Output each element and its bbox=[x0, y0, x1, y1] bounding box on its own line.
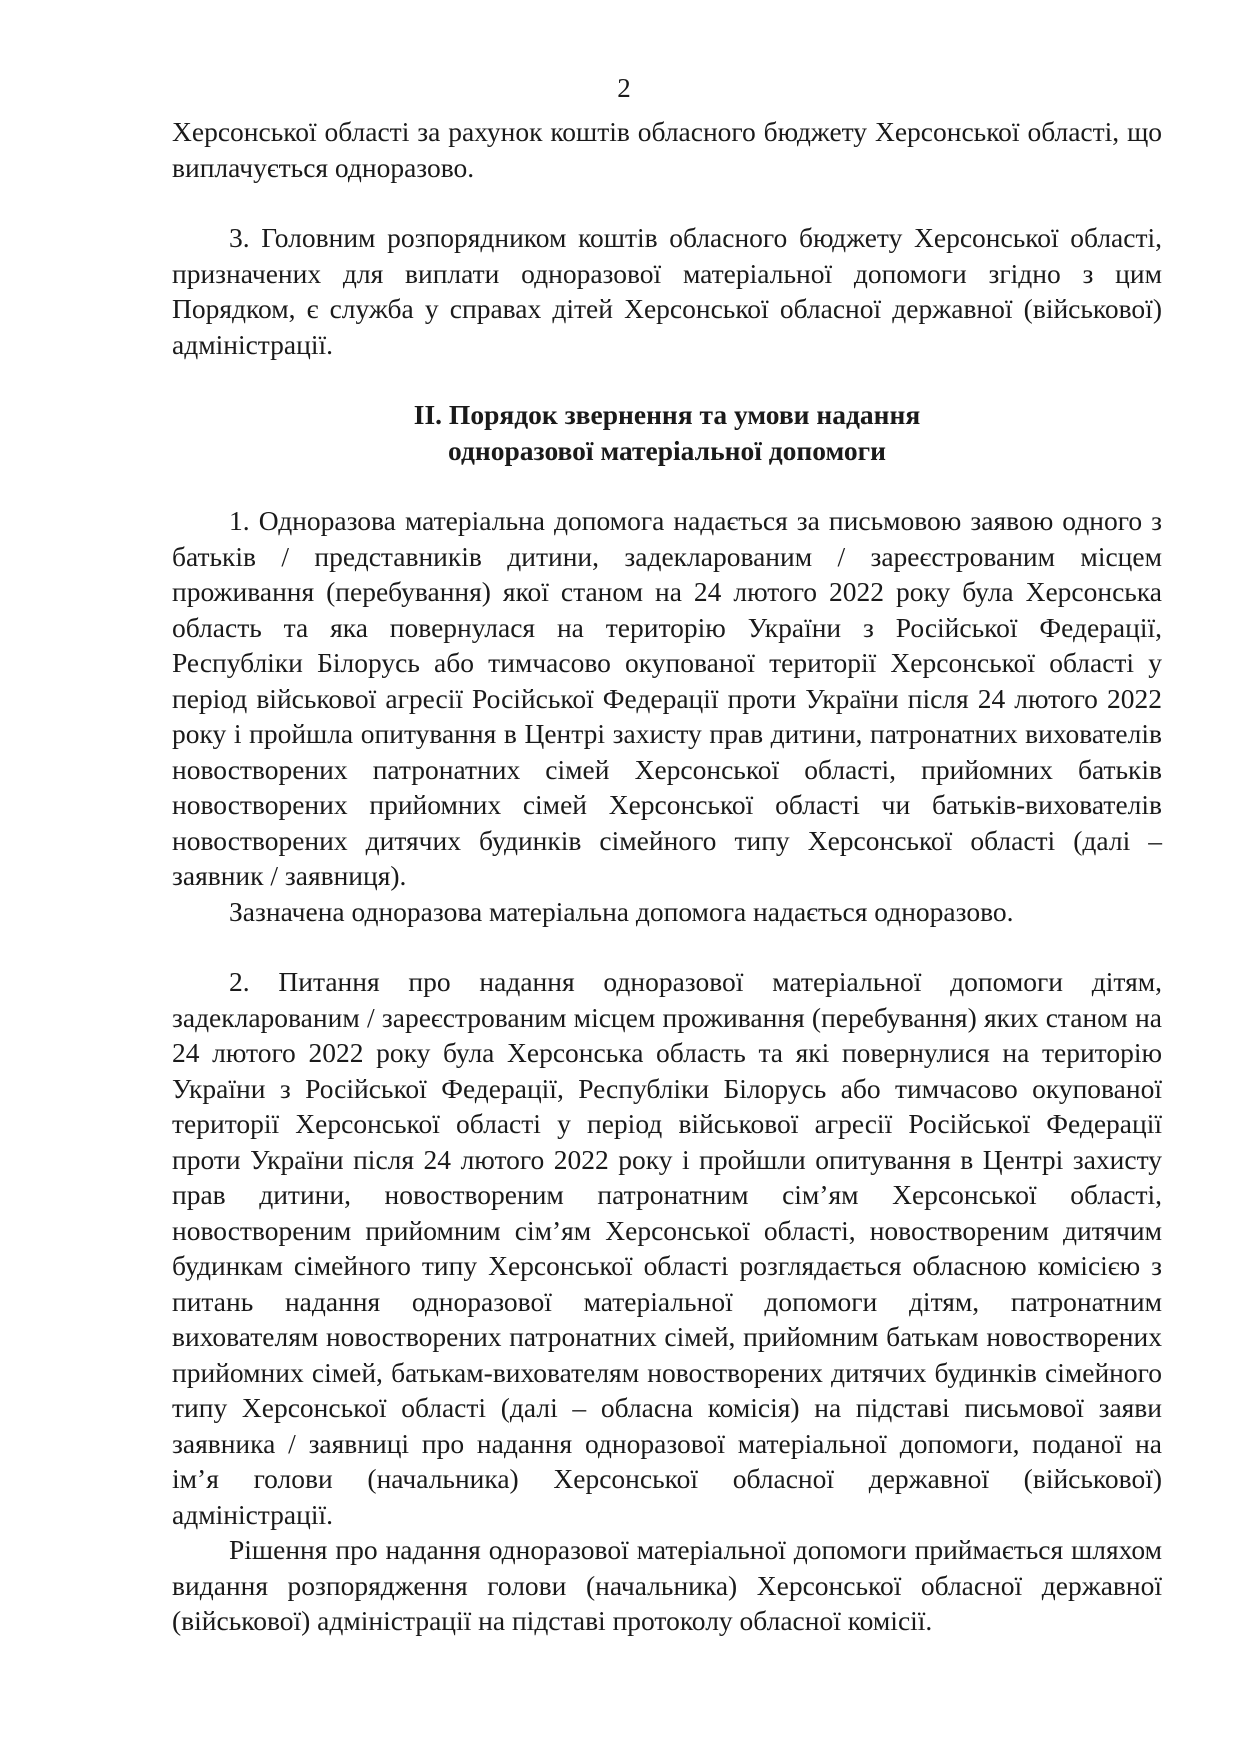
section-paragraph-2: 2. Питання про надання одноразової матеріальної допомоги дітям, задекларованим / зареєстрованим місцем проживання (перебування) яких станом на 24 лютого 2022 року була Херсонська область та які повернулися на територію України з Російської Федерації, Республіки Білорусь або тимчасово окупованої території Херсонської області у період військової агресії Російської Федерації проти України після 24 лютого 2022 року і пройшли опитування в Центрі захисту прав дитини, новоствореним патронатним сім’ям Херсонської області, новоствореним прийомним сім’ям Херсонської області, новоствореним дитячим будинкам сімейного типу Херсонської області розглядається обласною комісією з питань надання одноразової матеріальної допомоги дітям, патронатним вихователям новостворених патронатних сімей, прийомним батькам новостворених прийомних сімей, батькам-вихователям новостворених дитячих будинків сімейного типу Херсонської області (далі – обласна комісія) на підставі письмової заяви заявника / заявниці про надання одноразової матеріальної допомоги, поданої на ім’я голови (начальника) Херсонської обласної державної (військової) адміністрації. bbox=[172, 966, 1162, 1530]
section-heading bbox=[172, 397, 1162, 468]
section-paragraph-2-decision: Рішення про надання одноразової матеріальної допомоги приймається шляхом видання розпорядження голови (начальника) Херсонської обласної державної (військової) адміністрації на підставі протоколу обласної комісії. bbox=[172, 1534, 1162, 1636]
section-paragraph-1: 1. Одноразова матеріальна допомога надається за письмовою заявою одного з батьків / представників дитини, задекларованим / зареєстрованим місцем проживання (перебування) якої станом на 24 лютого 2022 року була Херсонська область та яка повернулася на територію України з Російської Федерації, Республіки Білорусь або тимчасово окупованої території Херсонської області у період військової агресії Російської Федерації проти України після 24 лютого 2022 року і пройшла опитування в Центрі захисту прав дитини, патронатних вихователів новостворених патронатних сімей Херсонської області, прийомних батьків новостворених прийомних сімей Херсонської області чи батьків-вихователів новостворених дитячих будинків сімейного типу Херсонської області (далі – заявник / заявниця). bbox=[172, 505, 1162, 891]
section-paragraph-1-note: Зазначена одноразова матеріальна допомога надається одноразово. bbox=[229, 895, 1014, 927]
paragraph-3: 3. Головним розпорядником коштів обласного бюджету Херсонської області, призначених для виплати одноразової матеріальної допомоги згідно з цим Порядком, є служба у справах дітей Херсонської обласної державної (військової) адміністрації. bbox=[172, 222, 1162, 360]
section-heading-line-1: II. Порядок звернення та умови надання bbox=[413, 399, 921, 430]
section-heading-line-2: одноразової матеріальної допомоги bbox=[448, 434, 886, 466]
page-number: 2 bbox=[617, 73, 631, 103]
document-body bbox=[172, 114, 1162, 1639]
paragraph-continuation: Херсонської області за рахунок коштів обласного бюджету Херсонської області, що виплачується одноразово. bbox=[172, 116, 1162, 183]
